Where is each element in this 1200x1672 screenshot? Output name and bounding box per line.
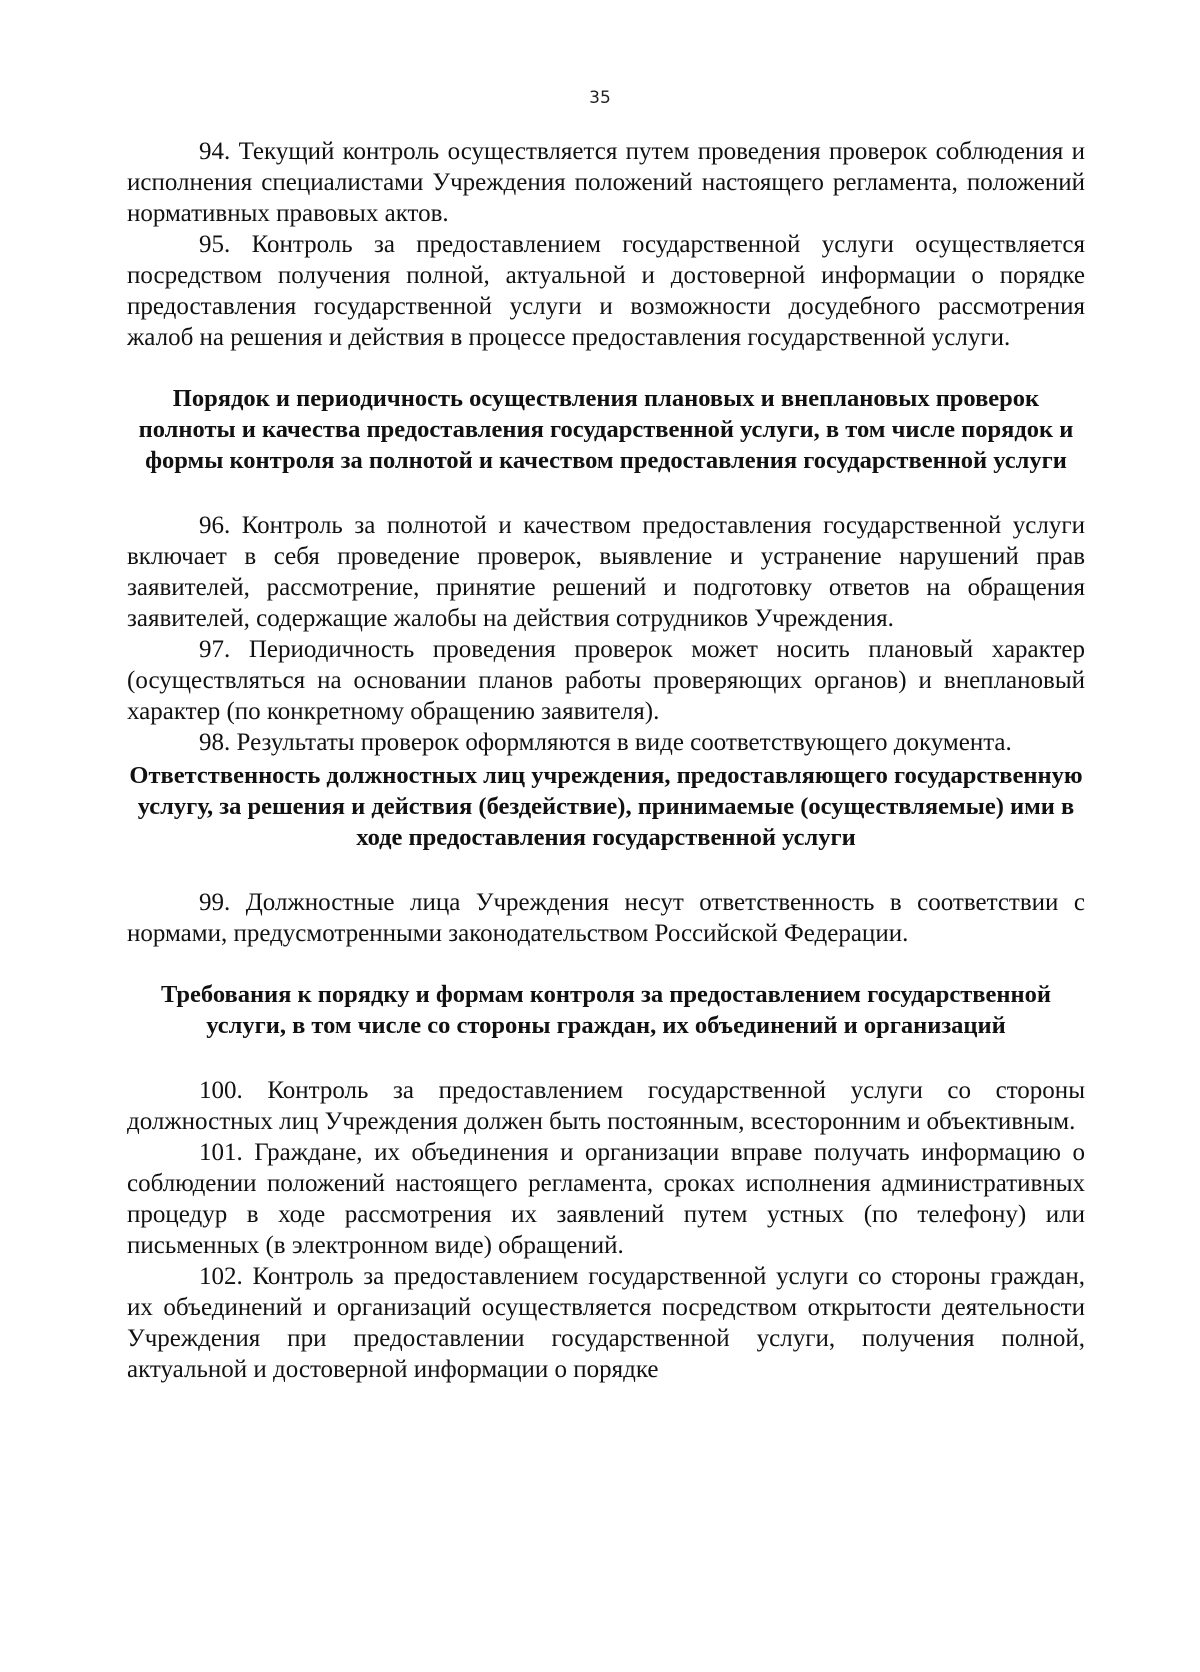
section-heading-control-requirements: Требования к порядку и формам контроля за предоставлением государственной услуги, в том числе со стороны граждан, их объединений и организаций <box>160 981 1051 1039</box>
paragraph-96: 96. Контроль за полнотой и качеством предоставления государственной услуги включает в себя проведение проверок, выявление и устранение нарушений прав заявителей, рассмотрение, принятие решений и подготовку ответов на обращения заявителей, содержащие жалобы на действия сотрудников Учреждения. <box>127 512 1085 632</box>
section-heading-responsibility: Ответственность должностных лиц учреждения, предоставляющего государственную услугу, за решения и действия (бездействие), принимаемые (осуществляемые) ими в ходе предоставления государственной услуги <box>129 762 1083 851</box>
paragraph-94: 94. Текущий контроль осуществляется путем проведения проверок соблюдения и исполнения специалистами Учреждения положений настоящего регламента, положений нормативных правовых актов. <box>127 138 1085 227</box>
page-number: 35 <box>589 88 611 108</box>
document-body <box>127 136 1085 1385</box>
paragraph-98: 98. Результаты проверок оформляются в виде соответствующего документа. <box>199 729 1012 756</box>
paragraph-101: 101. Граждане, их объединения и организации вправе получать информацию о соблюдении положений настоящего регламента, сроках исполнения административных процедур в ходе рассмотрения их заявлений путем устных (по телефону) или письменных (в электронном виде) обращений. <box>127 1139 1085 1259</box>
paragraph-97: 97. Периодичность проведения проверок может носить плановый характер (осуществляться на основании планов работы проверяющих органов) и внеплановый характер (по конкретному обращению заявителя). <box>127 636 1085 725</box>
paragraph-99: 99. Должностные лица Учреждения несут ответственность в соответствии с нормами, предусмотренными законодательством Российской Федерации. <box>127 889 1085 947</box>
paragraph-100: 100. Контроль за предоставлением государственной услуги со стороны должностных лиц Учреждения должен быть постоянным, всесторонним и объективным. <box>127 1077 1085 1135</box>
section-heading-inspections: Порядок и периодичность осуществления плановых и внеплановых проверок полноты и качества предоставления государственной услуги, в том числе порядок и формы контроля за полнотой и качеством предоставления государственной услуги <box>138 385 1074 474</box>
paragraph-102: 102. Контроль за предоставлением государственной услуги со стороны граждан, их объединений и организаций осуществляется посредством открытости деятельности Учреждения при предоставлении государственной услуги, получения полной, актуальной и достоверной информации о порядке <box>127 1263 1085 1383</box>
paragraph-95: 95. Контроль за предоставлением государственной услуги осуществляется посредством получения полной, актуальной и достоверной информации о порядке предоставления государственной услуги и возможности досудебного рассмотрения жалоб на решения и действия в процессе предоставления государственной услуги. <box>127 231 1085 351</box>
